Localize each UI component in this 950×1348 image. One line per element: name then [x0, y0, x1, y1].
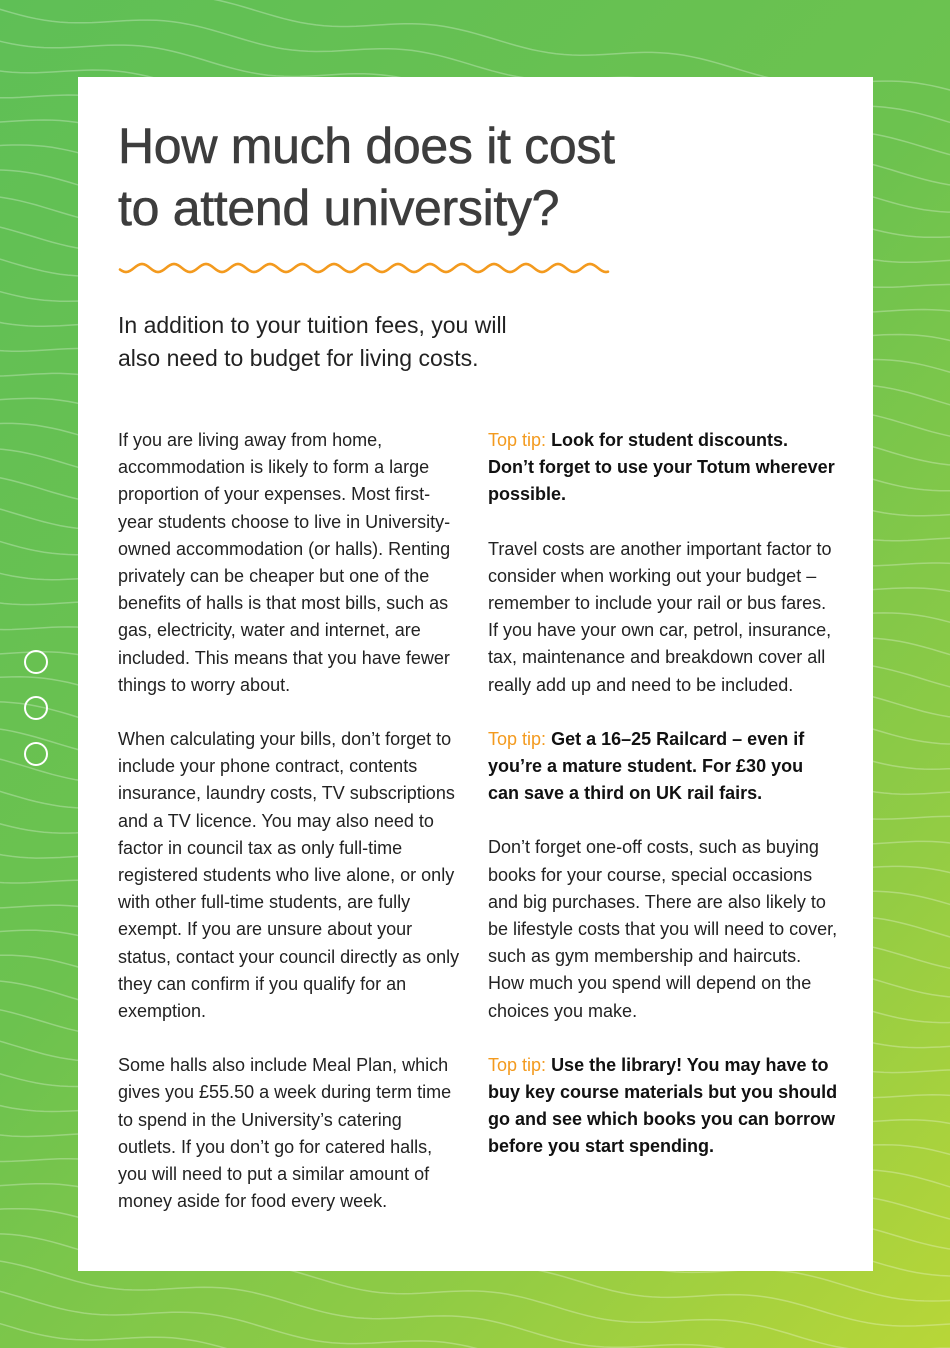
- page-title: [118, 115, 758, 239]
- intro-line-1: In addition to your tuition fees, you will: [118, 312, 507, 338]
- top-tip-discounts: [488, 427, 838, 509]
- top-tip-text: Look for student discounts. Don’t forget to use your Totum wherever possible.: [488, 430, 835, 505]
- meal-plan-paragraph: Some halls also include Meal Plan, which gives you £55.50 a week during term time to spend in the University’s catering outlets. If you don’t go for catered halls, you will need to put a similar amount of money aside for food every week.: [118, 1055, 452, 1212]
- circle-icon: [24, 650, 48, 674]
- top-tip-label: Top tip:: [488, 430, 547, 450]
- title-line-1: How much does it cost: [118, 118, 615, 174]
- circle-icon: [24, 742, 48, 766]
- one-off-costs-paragraph: Don’t forget one-off costs, such as buying books for your course, special occasions and big purchases. There are also likely to be lifestyle costs that you will need to cover, such as gym membership and haircuts. How much you spend will depend on the choices you make.: [488, 837, 838, 1021]
- circle-icon: [24, 696, 48, 720]
- left-column: [118, 427, 463, 1242]
- background-wave-line: [0, 1259, 950, 1348]
- squiggle-divider: [118, 257, 610, 279]
- top-tip-label: Top tip:: [488, 1054, 547, 1075]
- bills-paragraph: When calculating your bills, don’t forget to include your phone contract, contents insurance, laundry costs, TV subscriptions and a TV licence. You may also need to factor in council tax as only full-time registered students who live alone, or only with other full-time students, are fully exempt. If you are unsure about your status, contact your council directly as only they can confirm if you qualify for an exemption.: [118, 729, 460, 1022]
- decorative-circles: [24, 650, 54, 788]
- right-column: [488, 427, 838, 1188]
- top-tip-library: [488, 1052, 838, 1161]
- top-tip-label: Top tip:: [488, 728, 547, 749]
- title-line-2: to attend university?: [118, 180, 560, 236]
- top-tip-railcard: [488, 726, 838, 808]
- background-wave-line: [0, 1318, 950, 1348]
- intro-text: [118, 309, 588, 375]
- accommodation-paragraph: If you are living away from home, accommodation is likely to form a large proportion of your expenses. Most first-year students choose to live in University-owned accommodation (or halls). Renting privately can be cheaper but one of the benefits of halls is that most bills, such as gas, electricity, water and internet, are included. This means that you have fewer things to worry about.: [118, 430, 451, 695]
- travel-paragraph: Travel costs are another important factor to consider when working out your budget – remember to include your rail or bus fares. If you have your own car, petrol, insurance, tax, maintenance and breakdown cover all really add up and need to be included.: [488, 538, 832, 695]
- top-tip-text: Use the library! You may have to buy key course materials but you should go and see which books you can borrow before you start spending.: [488, 1054, 838, 1157]
- intro-line-2: also need to budget for living costs.: [118, 345, 479, 371]
- top-tip-text: Get a 16–25 Railcard – even if you’re a mature student. For £30 you can save a third on UK rail fairs.: [488, 728, 805, 804]
- content-panel: [78, 77, 873, 1271]
